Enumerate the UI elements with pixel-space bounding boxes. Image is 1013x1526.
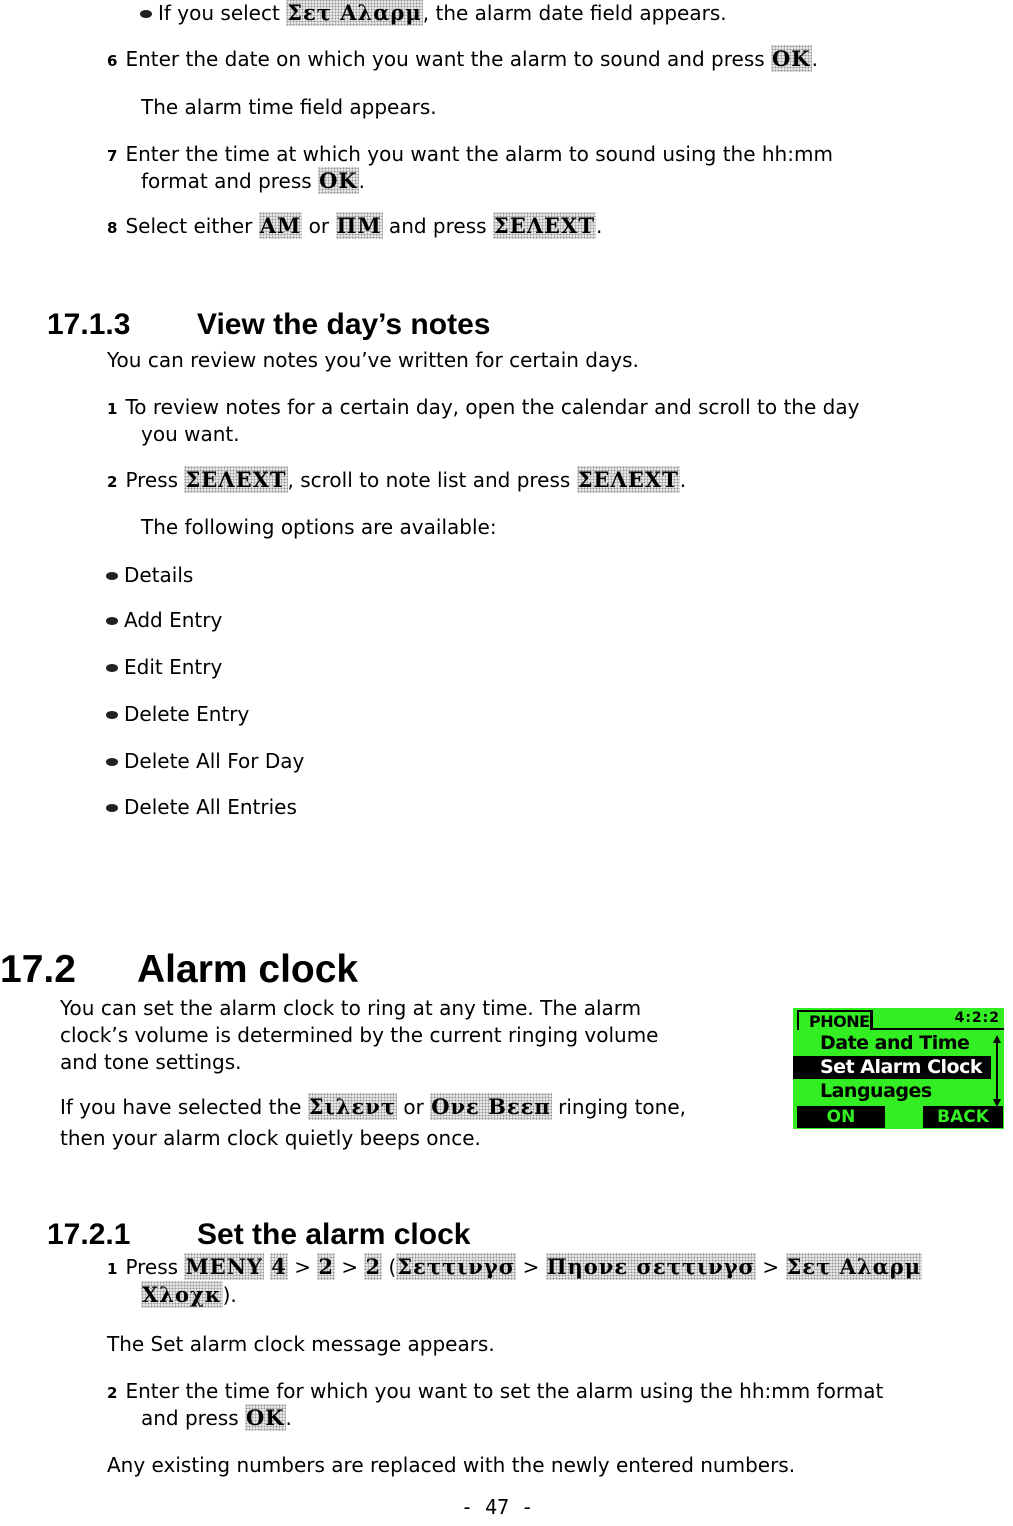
- phone-menu-item-selected: Set Alarm Clock: [793, 1056, 991, 1079]
- key-ok: ΟΚ: [319, 168, 358, 193]
- ringing-tone-para-line2: then your alarm clock quietly beeps once.: [60, 1126, 481, 1150]
- step-8: 8 Select either ΑΜ or ΠΜ and press ΣΕΛΕΧΤ.: [107, 213, 603, 238]
- list-item: Edit Entry: [106, 654, 222, 680]
- key-4: 4: [271, 1254, 287, 1279]
- phone-menu-item: Date and Time: [820, 1032, 970, 1054]
- phone-header: [793, 1008, 1004, 1032]
- heading-17-2: 17.2 Alarm clock: [0, 948, 359, 991]
- alarm-para-line: You can set the alarm clock to ring at any time. The alarm: [60, 996, 642, 1020]
- phone-softkey-on: ON: [797, 1106, 885, 1128]
- step-7: 7 Enter the time at which you want the alarm to sound using the hh:mm: [107, 142, 833, 166]
- key-set-alarm: Σετ Αλαρμ: [287, 0, 422, 25]
- key-ok: ΟΚ: [245, 1405, 285, 1430]
- step-6: 6 Enter the date on which you want the alarm to sound and press ΟΚ.: [107, 46, 818, 71]
- bullet-set-alarm: If you select Σετ Αλαρμ, the alarm date field appears.: [140, 0, 727, 26]
- step-6-note: The alarm time field appears.: [141, 95, 437, 119]
- heading-17-1-3: 17.1.3 View the day’s notes: [47, 308, 491, 341]
- bullet-icon: [106, 711, 118, 719]
- alarm-step-2-line2: and press ΟΚ.: [141, 1405, 292, 1430]
- alarm-para-line: and tone settings.: [60, 1050, 242, 1074]
- bullet-icon: [106, 572, 118, 580]
- key-menu: ΜΕΝΥ: [185, 1254, 263, 1279]
- key-pm: ΠΜ: [336, 213, 382, 238]
- bullet-icon: [106, 617, 118, 625]
- alarm-para-line: clock’s volume is determined by the current ringing volume: [60, 1023, 659, 1047]
- key-set-alarm: Σετ Αλαρμ: [786, 1254, 922, 1279]
- step-1-line2: you want.: [141, 422, 240, 446]
- phone-title: PHONE: [797, 1010, 873, 1030]
- key-am: ΑΜ: [259, 213, 302, 238]
- list-item: Delete All For Day: [106, 748, 304, 774]
- bullet-icon: [106, 758, 118, 766]
- phone-header-line: [873, 1028, 1004, 1030]
- heading-17-2-1: 17.2.1 Set the alarm clock: [47, 1218, 471, 1251]
- step-2-note: The following options are available:: [141, 515, 497, 539]
- alarm-note-2: Any existing numbers are replaced with the newly entered numbers.: [107, 1453, 796, 1477]
- list-item: Delete All Entries: [106, 794, 297, 820]
- arrow-up-icon: [993, 1035, 1001, 1043]
- key-2: 2: [318, 1254, 334, 1279]
- key-clock: Χλοχκ: [142, 1282, 222, 1307]
- phone-menu-item: Languages: [820, 1080, 932, 1102]
- bullet-icon: [106, 664, 118, 672]
- alarm-note-1: The Set alarm clock message appears.: [107, 1332, 495, 1356]
- step-7-line2: format and press ΟΚ.: [141, 168, 365, 193]
- phone-time: 4:2:2: [954, 1010, 1000, 1026]
- section-intro: You can review notes you’ve written for certain days.: [107, 348, 639, 372]
- alarm-step-2: 2 Enter the time for which you want to set the alarm using the hh:mm format: [107, 1379, 884, 1403]
- key-select: ΣΕΛΕΧΤ: [185, 467, 287, 492]
- list-item: Add Entry: [106, 607, 222, 633]
- alarm-step-1: 1 Press ΜΕΝΥ 4 > 2 > 2 (Σεττινγσ > Πηονε σεττινγσ > Σετ Αλαρμ: [107, 1254, 922, 1279]
- key-settings: Σεττινγσ: [397, 1254, 516, 1279]
- step-2: 2 Press ΣΕΛΕΧΤ, scroll to note list and press ΣΕΛΕΧΤ.: [107, 467, 687, 492]
- page-number: - 47 -: [461, 1495, 534, 1519]
- key-one-beep: Ονε Βεεπ: [431, 1094, 551, 1119]
- list-item: Delete Entry: [106, 701, 249, 727]
- key-silent: Σιλεντ: [308, 1094, 396, 1119]
- phone-softkey-back: BACK: [923, 1106, 1003, 1128]
- list-item: Details: [106, 562, 193, 588]
- key-phone-settings: Πηονε σεττινγσ: [546, 1254, 756, 1279]
- bullet-icon: [140, 10, 152, 18]
- ringing-tone-para: If you have selected the Σιλεντ or Ονε Βεεπ ringing tone,: [60, 1094, 686, 1119]
- bullet-icon: [106, 804, 118, 812]
- key-select: ΣΕΛΕΧΤ: [493, 213, 595, 238]
- alarm-step-1-line2: Χλοχκ).: [142, 1282, 237, 1307]
- key-ok: ΟΚ: [772, 46, 811, 71]
- step-1: 1 To review notes for a certain day, open the calendar and scroll to the day: [107, 395, 860, 419]
- scrollbar-icon: [993, 1035, 1001, 1107]
- phone-screen: [793, 1008, 1004, 1129]
- key-2: 2: [365, 1254, 382, 1279]
- key-select: ΣΕΛΕΧΤ: [577, 467, 679, 492]
